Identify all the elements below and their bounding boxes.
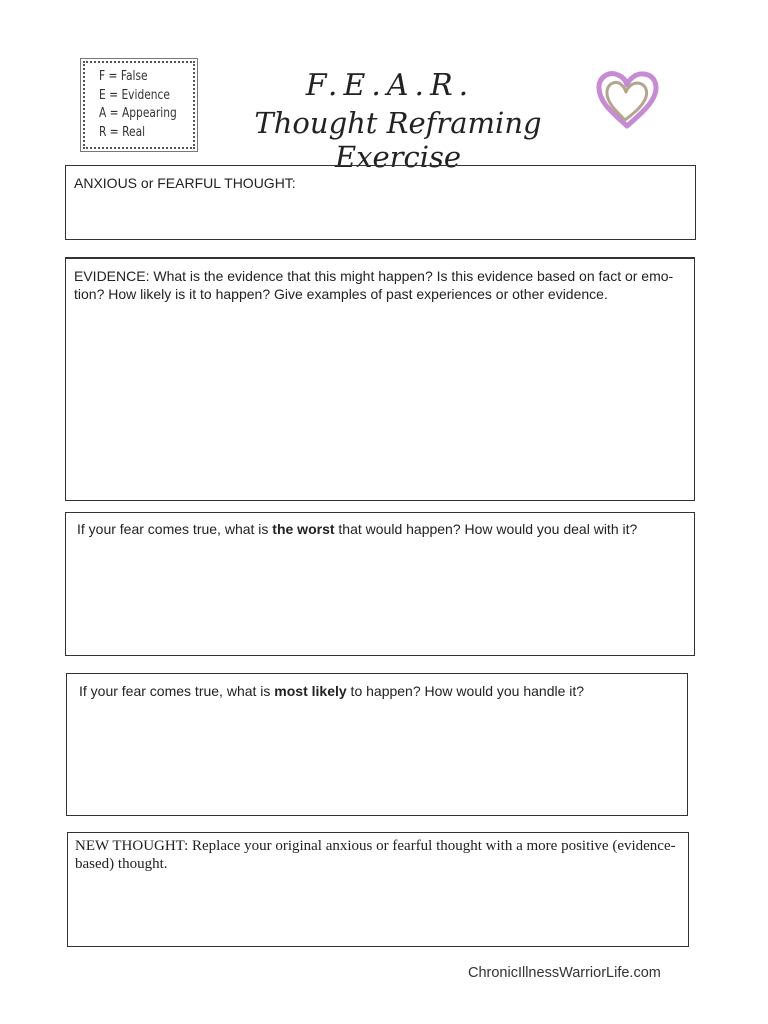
worst-case-suffix: that would happen? How would you deal with it?	[334, 521, 638, 537]
new-thought-label: NEW THOUGHT: Replace your original anxious or fearful thought with a more positive (evidence-based) thought.	[75, 838, 676, 872]
most-likely-label	[79, 682, 675, 700]
legend-line-f: F = False	[99, 69, 148, 84]
worst-case-box[interactable]	[65, 512, 695, 656]
worst-case-emphasis: the worst	[272, 521, 335, 537]
page-title: F.E.A.R.	[305, 68, 475, 103]
legend-line-a: A = Appearing	[99, 106, 177, 121]
new-thought-box[interactable]	[67, 832, 689, 947]
evidence-label: EVIDENCE: What is the evidence that this might happen? Is this evidence based on fact or emo-tion? How likely is it to happen? Give examples of past experiences or other evidence.	[74, 268, 674, 302]
page-subtitle: Thought Reframing Exercise	[254, 106, 542, 174]
anxious-thought-box[interactable]	[65, 165, 696, 240]
legend-line-r: R = Real	[99, 124, 146, 140]
fear-acronym-legend	[83, 61, 195, 149]
footer-site-url: ChronicIllnessWarriorLife.com	[468, 965, 661, 981]
most-likely-box[interactable]	[66, 673, 688, 816]
most-likely-emphasis: most likely	[274, 683, 347, 699]
worst-case-prefix: If your fear comes true, what is	[77, 521, 273, 537]
most-likely-prefix: If your fear comes true, what is	[79, 683, 275, 699]
worst-case-label	[77, 520, 683, 538]
legend-line-e: E = Evidence	[99, 87, 170, 103]
heart-icon	[594, 68, 660, 130]
anxious-thought-label: ANXIOUS or FEARFUL THOUGHT:	[74, 175, 296, 191]
evidence-box[interactable]	[65, 257, 695, 501]
most-likely-suffix: to happen? How would you handle it?	[346, 683, 585, 699]
